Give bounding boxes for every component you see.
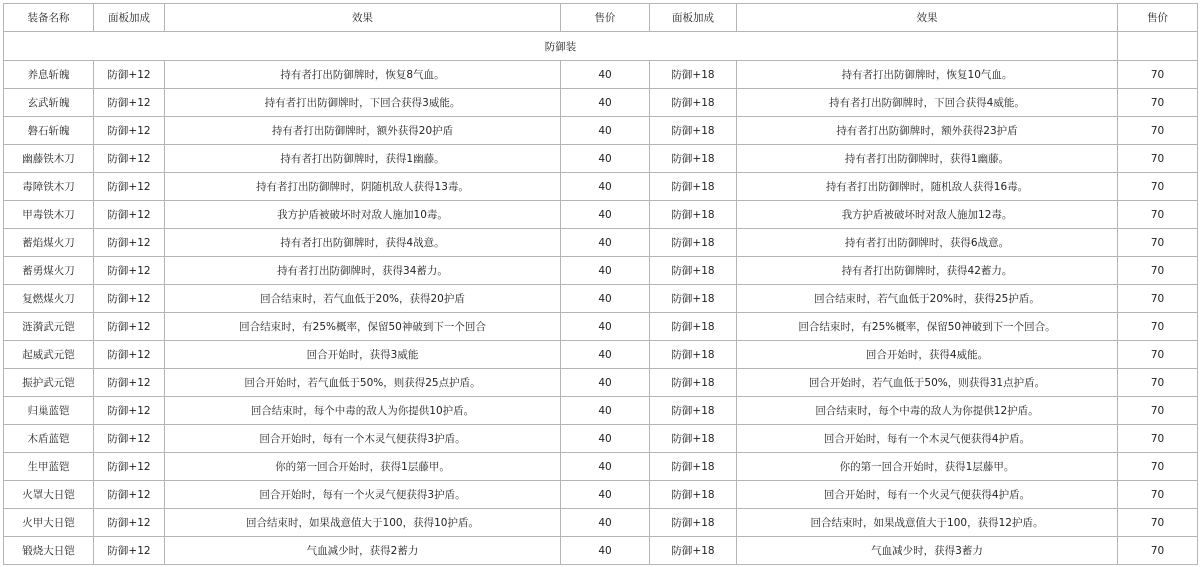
price-base: 40 <box>561 341 650 369</box>
panel-bonus-base: 防御+12 <box>94 117 165 145</box>
panel-bonus-base: 防御+12 <box>94 425 165 453</box>
header-name: 装备名称 <box>4 4 94 32</box>
effect-base: 回合开始时，获得3威能 <box>165 341 561 369</box>
panel-bonus-base: 防御+12 <box>94 145 165 173</box>
section-empty-cell <box>1118 32 1198 61</box>
section-title: 防御装 <box>4 32 1118 61</box>
table-row <box>4 453 1198 481</box>
table-row <box>4 481 1198 509</box>
item-name: 归巢蓝铠 <box>4 397 94 425</box>
item-name: 木盾蓝铠 <box>4 425 94 453</box>
table-row <box>4 341 1198 369</box>
effect-upgraded: 持有者打出防御牌时，随机敌人获得16毒。 <box>737 173 1118 201</box>
panel-bonus-base: 防御+12 <box>94 229 165 257</box>
effect-base: 持有者打出防御牌时，下回合获得3威能。 <box>165 89 561 117</box>
header-row <box>4 4 1198 32</box>
price-upgraded: 70 <box>1118 453 1198 481</box>
effect-upgraded: 回合开始时，获得4威能。 <box>737 341 1118 369</box>
item-name: 蓄焰煤火刀 <box>4 229 94 257</box>
price-upgraded: 70 <box>1118 481 1198 509</box>
price-base: 40 <box>561 173 650 201</box>
effect-base: 我方护盾被破坏时对敌人施加10毒。 <box>165 201 561 229</box>
price-base: 40 <box>561 397 650 425</box>
table-row <box>4 285 1198 313</box>
price-base: 40 <box>561 369 650 397</box>
panel-bonus-base: 防御+12 <box>94 257 165 285</box>
effect-base: 持有者打出防御牌时，获得34蓄力。 <box>165 257 561 285</box>
table-row <box>4 425 1198 453</box>
item-name: 养息斩魄 <box>4 61 94 89</box>
effect-base: 回合结束时，每个中毒的敌人为你提供10护盾。 <box>165 397 561 425</box>
table-row <box>4 229 1198 257</box>
item-name: 生甲蓝铠 <box>4 453 94 481</box>
table-row <box>4 313 1198 341</box>
table-row <box>4 537 1198 565</box>
panel-bonus-base: 防御+12 <box>94 509 165 537</box>
table-row <box>4 369 1198 397</box>
table-row <box>4 61 1198 89</box>
effect-upgraded: 回合开始时，每有一个火灵气便获得4护盾。 <box>737 481 1118 509</box>
panel-bonus-upgraded: 防御+18 <box>650 201 737 229</box>
price-upgraded: 70 <box>1118 257 1198 285</box>
price-upgraded: 70 <box>1118 537 1198 565</box>
price-upgraded: 70 <box>1118 509 1198 537</box>
item-name: 甲毒铁木刀 <box>4 201 94 229</box>
price-base: 40 <box>561 257 650 285</box>
panel-bonus-base: 防御+12 <box>94 201 165 229</box>
price-base: 40 <box>561 229 650 257</box>
item-name: 蓄勇煤火刀 <box>4 257 94 285</box>
effect-base: 气血减少时，获得2蓄力 <box>165 537 561 565</box>
effect-upgraded: 回合结束时，若气血低于20%时，获得25护盾。 <box>737 285 1118 313</box>
price-base: 40 <box>561 425 650 453</box>
effect-base: 持有者打出防御牌时，获得1幽藤。 <box>165 145 561 173</box>
price-upgraded: 70 <box>1118 313 1198 341</box>
header-effect-1: 效果 <box>165 4 561 32</box>
effect-base: 回合开始时，每有一个木灵气便获得3护盾。 <box>165 425 561 453</box>
panel-bonus-upgraded: 防御+18 <box>650 453 737 481</box>
header-price-1: 售价 <box>561 4 650 32</box>
panel-bonus-upgraded: 防御+18 <box>650 509 737 537</box>
panel-bonus-base: 防御+12 <box>94 313 165 341</box>
price-upgraded: 70 <box>1118 341 1198 369</box>
effect-base: 回合结束时，若气血低于20%，获得20护盾 <box>165 285 561 313</box>
panel-bonus-upgraded: 防御+18 <box>650 313 737 341</box>
panel-bonus-upgraded: 防御+18 <box>650 117 737 145</box>
price-base: 40 <box>561 453 650 481</box>
effect-base: 持有者打出防御牌时，恢复8气血。 <box>165 61 561 89</box>
panel-bonus-upgraded: 防御+18 <box>650 481 737 509</box>
effect-upgraded: 持有者打出防御牌时，下回合获得4威能。 <box>737 89 1118 117</box>
effect-upgraded: 持有者打出防御牌时，获得42蓄力。 <box>737 257 1118 285</box>
effect-base: 回合开始时，若气血低于50%，则获得25点护盾。 <box>165 369 561 397</box>
price-upgraded: 70 <box>1118 201 1198 229</box>
price-base: 40 <box>561 537 650 565</box>
item-name: 锻烧大日铠 <box>4 537 94 565</box>
panel-bonus-upgraded: 防御+18 <box>650 397 737 425</box>
price-base: 40 <box>561 509 650 537</box>
price-upgraded: 70 <box>1118 61 1198 89</box>
effect-base: 回合结束时，有25%概率，保留50神破到下一个回合 <box>165 313 561 341</box>
panel-bonus-upgraded: 防御+18 <box>650 89 737 117</box>
table-row <box>4 509 1198 537</box>
effect-upgraded: 回合结束时，每个中毒的敌人为你提供12护盾。 <box>737 397 1118 425</box>
panel-bonus-base: 防御+12 <box>94 173 165 201</box>
price-upgraded: 70 <box>1118 397 1198 425</box>
panel-bonus-base: 防御+12 <box>94 89 165 117</box>
price-upgraded: 70 <box>1118 229 1198 257</box>
equipment-table <box>3 3 1198 565</box>
effect-base: 持有者打出防御牌时，额外获得20护盾 <box>165 117 561 145</box>
effect-upgraded: 你的第一回合开始时，获得1层藤甲。 <box>737 453 1118 481</box>
price-upgraded: 70 <box>1118 145 1198 173</box>
table-row <box>4 257 1198 285</box>
price-upgraded: 70 <box>1118 369 1198 397</box>
price-upgraded: 70 <box>1118 89 1198 117</box>
item-name: 火甲大日铠 <box>4 509 94 537</box>
panel-bonus-upgraded: 防御+18 <box>650 425 737 453</box>
price-base: 40 <box>561 285 650 313</box>
header-effect-2: 效果 <box>737 4 1118 32</box>
item-name: 起威武元铠 <box>4 341 94 369</box>
panel-bonus-base: 防御+12 <box>94 369 165 397</box>
panel-bonus-upgraded: 防御+18 <box>650 61 737 89</box>
price-base: 40 <box>561 201 650 229</box>
table-row <box>4 397 1198 425</box>
panel-bonus-base: 防御+12 <box>94 481 165 509</box>
item-name: 毒障铁木刀 <box>4 173 94 201</box>
price-base: 40 <box>561 117 650 145</box>
panel-bonus-upgraded: 防御+18 <box>650 285 737 313</box>
item-name: 火罩大日铠 <box>4 481 94 509</box>
table-row <box>4 89 1198 117</box>
effect-upgraded: 回合结束时，有25%概率，保留50神破到下一个回合。 <box>737 313 1118 341</box>
panel-bonus-upgraded: 防御+18 <box>650 145 737 173</box>
effect-upgraded: 回合开始时，每有一个木灵气便获得4护盾。 <box>737 425 1118 453</box>
header-bonus-1: 面板加成 <box>94 4 165 32</box>
effect-base: 回合结束时，如果战意值大于100，获得10护盾。 <box>165 509 561 537</box>
table-row <box>4 145 1198 173</box>
panel-bonus-upgraded: 防御+18 <box>650 257 737 285</box>
table-row <box>4 201 1198 229</box>
price-upgraded: 70 <box>1118 173 1198 201</box>
price-base: 40 <box>561 481 650 509</box>
panel-bonus-base: 防御+12 <box>94 285 165 313</box>
effect-base: 回合开始时，每有一个火灵气便获得3护盾。 <box>165 481 561 509</box>
effect-upgraded: 持有者打出防御牌时，恢复10气血。 <box>737 61 1118 89</box>
item-name: 玄武斩魄 <box>4 89 94 117</box>
price-upgraded: 70 <box>1118 425 1198 453</box>
price-upgraded: 70 <box>1118 285 1198 313</box>
effect-base: 你的第一回合开始时，获得1层藤甲。 <box>165 453 561 481</box>
price-upgraded: 70 <box>1118 117 1198 145</box>
effect-base: 持有者打出防御牌时，获得4战意。 <box>165 229 561 257</box>
header-bonus-2: 面板加成 <box>650 4 737 32</box>
item-name: 幽藤铁木刀 <box>4 145 94 173</box>
price-base: 40 <box>561 89 650 117</box>
panel-bonus-upgraded: 防御+18 <box>650 229 737 257</box>
panel-bonus-upgraded: 防御+18 <box>650 173 737 201</box>
item-name: 磐石斩魄 <box>4 117 94 145</box>
section-row <box>4 32 1198 61</box>
price-base: 40 <box>561 61 650 89</box>
panel-bonus-base: 防御+12 <box>94 341 165 369</box>
item-name: 振护武元铠 <box>4 369 94 397</box>
panel-bonus-upgraded: 防御+18 <box>650 537 737 565</box>
price-base: 40 <box>561 313 650 341</box>
table-body <box>4 4 1198 565</box>
effect-upgraded: 持有者打出防御牌时，额外获得23护盾 <box>737 117 1118 145</box>
panel-bonus-base: 防御+12 <box>94 453 165 481</box>
panel-bonus-base: 防御+12 <box>94 61 165 89</box>
effect-upgraded: 回合开始时，若气血低于50%，则获得31点护盾。 <box>737 369 1118 397</box>
item-name: 复燃煤火刀 <box>4 285 94 313</box>
panel-bonus-base: 防御+12 <box>94 397 165 425</box>
panel-bonus-upgraded: 防御+18 <box>650 369 737 397</box>
effect-upgraded: 回合结束时，如果战意值大于100，获得12护盾。 <box>737 509 1118 537</box>
effect-upgraded: 气血减少时，获得3蓄力 <box>737 537 1118 565</box>
price-base: 40 <box>561 145 650 173</box>
effect-upgraded: 持有者打出防御牌时，获得6战意。 <box>737 229 1118 257</box>
effect-base: 持有者打出防御牌时，阴随机敌人获得13毒。 <box>165 173 561 201</box>
effect-upgraded: 持有者打出防御牌时，获得1幽藤。 <box>737 145 1118 173</box>
effect-upgraded: 我方护盾被破坏时对敌人施加12毒。 <box>737 201 1118 229</box>
header-price-2: 售价 <box>1118 4 1198 32</box>
table-row <box>4 173 1198 201</box>
panel-bonus-base: 防御+12 <box>94 537 165 565</box>
table-row <box>4 117 1198 145</box>
panel-bonus-upgraded: 防御+18 <box>650 341 737 369</box>
item-name: 涟漪武元铠 <box>4 313 94 341</box>
